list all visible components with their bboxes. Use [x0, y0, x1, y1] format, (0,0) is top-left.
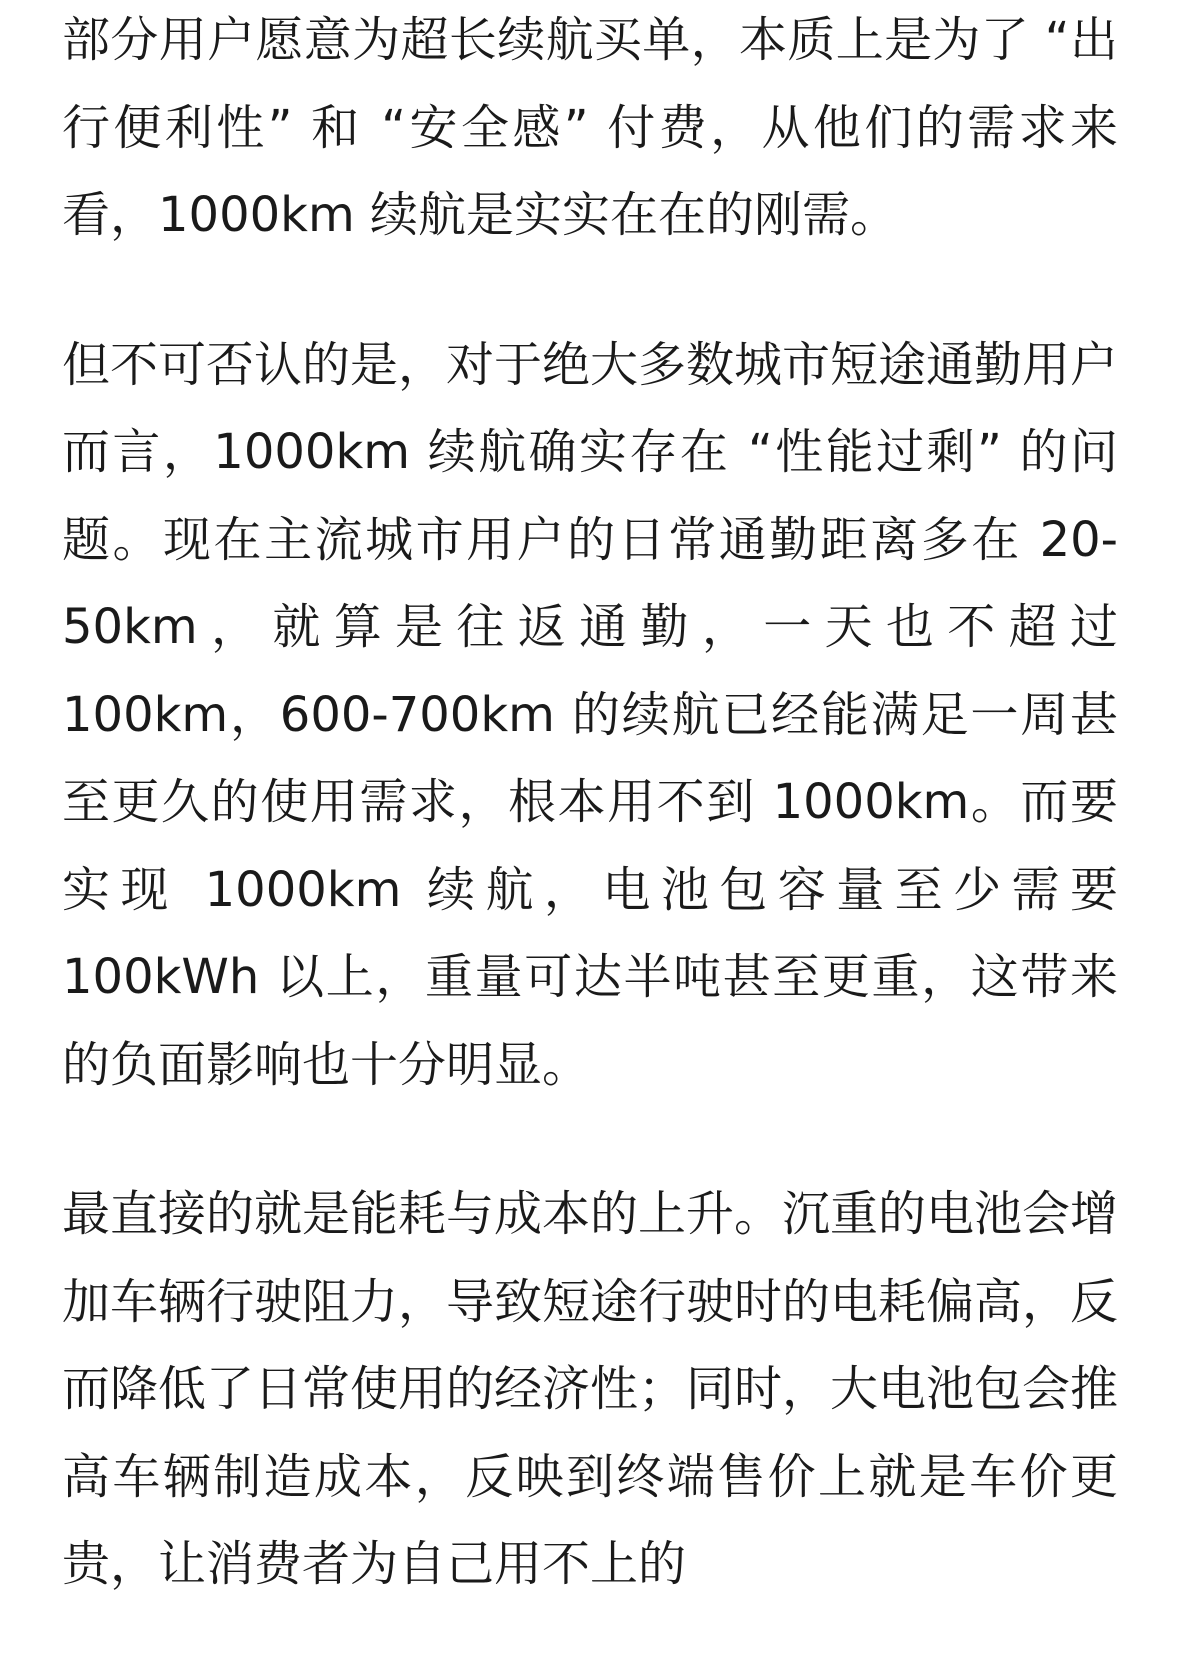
paragraph-2: 但不可否认的是，对于绝大多数城市短途通勤用户而言，1000km 续航确实存在 “性能过剩” 的问题。现在主流城市用户的日常通勤距离多在 20-50km，就算是往返通勤，一天也不超过 100km，600-700km 的续航已经能满足一周甚至更久的使用需求，根本用不到 1000km。而要实现 1000km 续航，电池包容量至少需要 100kWh 以上，重量可达半吨甚至更重，这带来的负面影响也十分明显。 — [62, 336, 1119, 1093]
paragraph-1: 部分用户愿意为超长续航买单，本质上是为了 “出行便利性” 和 “安全感” 付费，从他们的需求来看，1000km 续航是实实在在的刚需。 — [62, 12, 1118, 243]
article-body — [62, 0, 1118, 1671]
paragraph-3: 最直接的就是能耗与成本的上升。沉重的电池会增加车辆行驶阻力，导致短途行驶时的电耗偏高，反而降低了日常使用的经济性；同时，大电池包会推高车辆制造成本，反映到终端售价上就是车价更贵，让消费者为自己用不上的 — [62, 1186, 1119, 1592]
